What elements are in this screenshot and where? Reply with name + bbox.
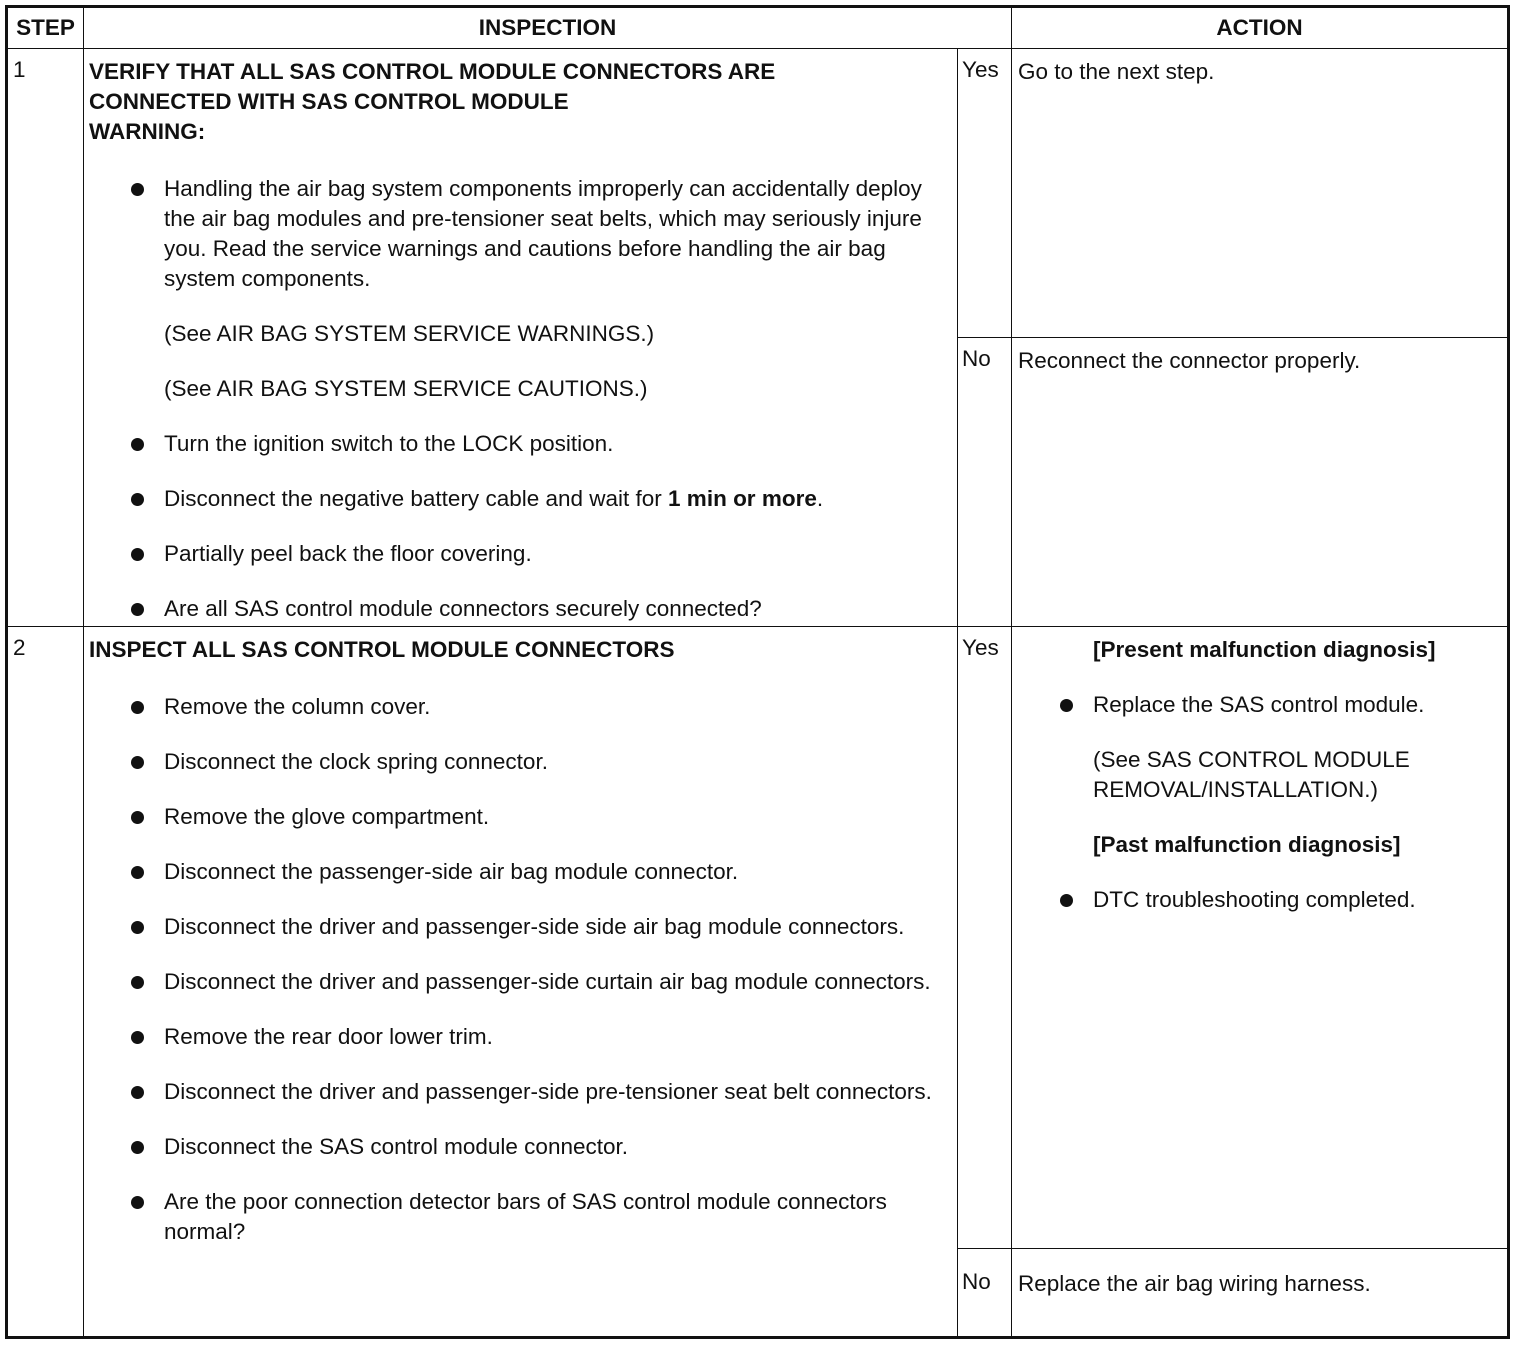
reference-warnings: (See AIR BAG SYSTEM SERVICE WARNINGS.)	[164, 321, 655, 347]
list-item: Disconnect the driver and passenger-side curtain air bag module connectors.	[164, 967, 937, 997]
list-item: Disconnect the passenger-side air bag module connector.	[164, 857, 937, 887]
list-item: Replace the SAS control module.	[1093, 690, 1487, 720]
past-actions	[1018, 885, 1487, 915]
step-1-bullets	[89, 174, 937, 624]
past-malfunction-header: [Past malfunction diagnosis]	[1093, 832, 1401, 858]
present-malfunction-header: [Present malfunction diagnosis]	[1093, 637, 1436, 663]
list-item: Are all SAS control module connectors securely connected?	[164, 594, 937, 624]
step-number: 2	[7, 627, 84, 1338]
answer-no: No	[958, 1248, 1012, 1337]
list-item: DTC troubleshooting completed.	[1093, 885, 1487, 915]
step-2-row-yes	[7, 627, 1509, 1248]
list-item: Handling the air bag system components improperly can accidentally deploy the air bag modules and pre-tensioner seat belts, which may seriously injure you. Read the service warnings and cautions before handling the air bag system components.	[164, 174, 937, 294]
list-item: Remove the glove compartment.	[164, 802, 937, 832]
diagnostic-table	[5, 5, 1510, 1339]
step-1-title: VERIFY THAT ALL SAS CONTROL MODULE CONNECTORS ARE CONNECTED WITH SAS CONTROL MODULE WARNING:	[89, 59, 776, 145]
step-1-row-yes	[7, 49, 1509, 338]
step-1-inspection	[84, 49, 958, 627]
answer-yes: Yes	[958, 49, 1012, 338]
header-inspection: INSPECTION	[84, 7, 1012, 49]
list-item: Disconnect the negative battery cable and wait for 1 min or more.	[164, 484, 937, 514]
header-step: STEP	[7, 7, 84, 49]
list-item: Are the poor connection detector bars of SAS control module connectors normal?	[164, 1187, 937, 1247]
step-2-bullets	[89, 692, 937, 1247]
list-item: Disconnect the driver and passenger-side side air bag module connectors.	[164, 912, 937, 942]
action-no: Replace the air bag wiring harness.	[1012, 1248, 1509, 1337]
reference-sas-module: (See SAS CONTROL MODULE REMOVAL/INSTALLATION.)	[1093, 747, 1410, 803]
list-item: Remove the rear door lower trim.	[164, 1022, 937, 1052]
step-2-title: INSPECT ALL SAS CONTROL MODULE CONNECTORS	[89, 637, 675, 663]
list-item: Partially peel back the floor covering.	[164, 539, 937, 569]
list-item: Disconnect the clock spring connector.	[164, 747, 937, 777]
list-item: Disconnect the SAS control module connector.	[164, 1132, 937, 1162]
present-actions	[1018, 690, 1487, 720]
answer-yes: Yes	[958, 627, 1012, 1248]
action-yes: Go to the next step.	[1012, 49, 1509, 338]
list-item: Turn the ignition switch to the LOCK position.	[164, 429, 937, 459]
header-action: ACTION	[1012, 7, 1509, 49]
step-number: 1	[7, 49, 84, 627]
action-yes	[1012, 627, 1509, 1248]
header-row	[7, 7, 1509, 49]
list-item: Disconnect the driver and passenger-side pre-tensioner seat belt connectors.	[164, 1077, 937, 1107]
step-2-inspection	[84, 627, 958, 1338]
reference-cautions: (See AIR BAG SYSTEM SERVICE CAUTIONS.)	[164, 376, 648, 402]
answer-no: No	[958, 338, 1012, 627]
list-item: Remove the column cover.	[164, 692, 937, 722]
action-no: Reconnect the connector properly.	[1012, 338, 1509, 627]
